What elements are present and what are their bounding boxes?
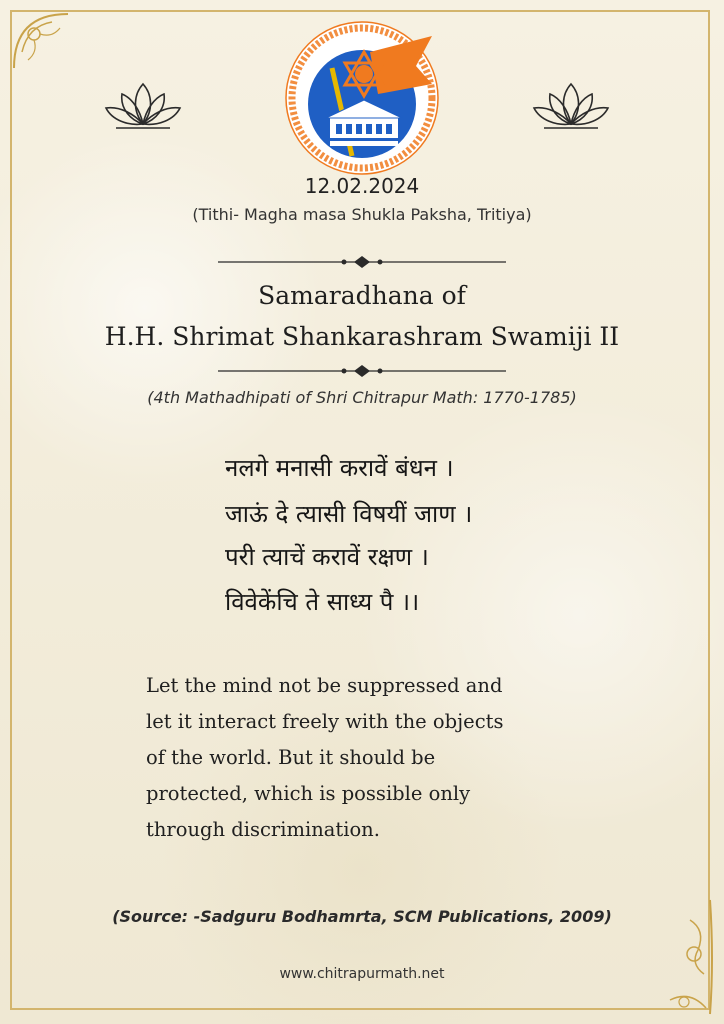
chitrapur-math-logo-icon [282, 18, 442, 178]
website-link[interactable]: www.chitrapurmath.net [279, 966, 445, 982]
tithi: (Tithi- Magha masa Shukla Paksha, Tritiya) [192, 205, 532, 224]
title-line-2: H.H. Shrimat Shankarashram Swamiji II [104, 322, 620, 351]
lotus-left-icon [102, 80, 184, 132]
lotus-right-icon [530, 80, 612, 132]
title-line-1: Samaradhana of [258, 281, 466, 310]
translation-line: through discrimination. [146, 818, 380, 841]
ornamental-divider-top-icon [218, 256, 506, 268]
ornamental-divider-bottom-icon [218, 365, 506, 377]
verse-line-3: परी त्याचें करावें रक्षण । [225, 543, 429, 571]
source-citation: (Source: -Sadguru Bodhamrta, SCM Publications, 2009) [112, 907, 612, 926]
translation-line: let it interact freely with the objects [146, 710, 504, 733]
translation-line: Let the mind not be suppressed and [146, 674, 503, 697]
translation [146, 668, 586, 848]
verse-line-1: नलगे मनासी करावें बंधन । [225, 454, 454, 482]
corner-flourish-top-left-icon [8, 8, 88, 88]
date: 12.02.2024 [304, 174, 420, 198]
translation-line: protected, which is possible only [146, 782, 471, 805]
translation-line: of the world. But it should be [146, 746, 436, 769]
verse-line-2: जाऊं दे त्यासी विषयीं जाण । [225, 500, 473, 528]
verse-line-4: विवेकेंचि ते साध्य पै ।। [225, 588, 420, 616]
subtitle: (4th Mathadhipati of Shri Chitrapur Math: 1770-1785) [147, 388, 577, 407]
